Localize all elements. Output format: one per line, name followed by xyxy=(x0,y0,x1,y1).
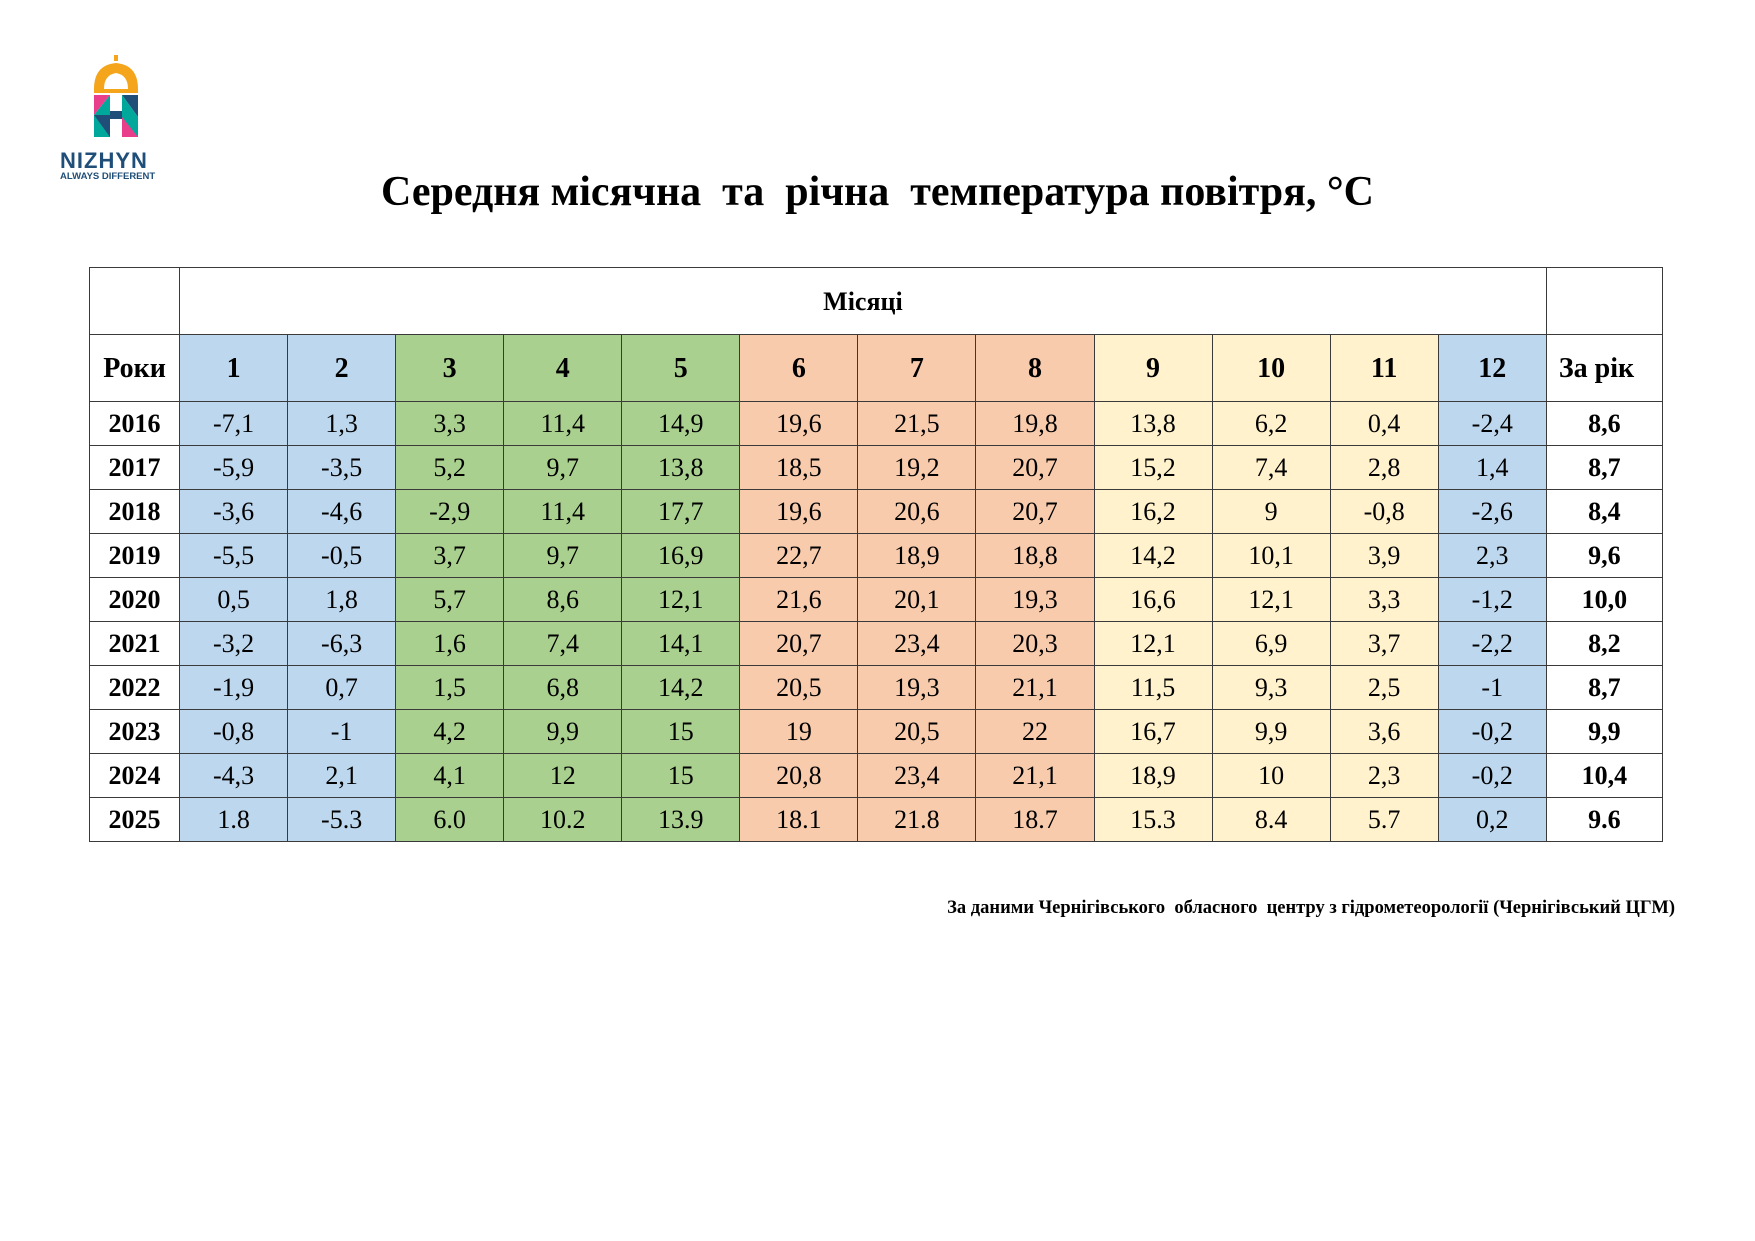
temperature-cell: 16,6 xyxy=(1094,578,1212,622)
temperature-cell: 19 xyxy=(740,710,858,754)
temperature-cell: 18,5 xyxy=(740,446,858,490)
temperature-cell: 1,6 xyxy=(396,622,504,666)
temperature-cell: -3,2 xyxy=(180,622,288,666)
temperature-cell: 22 xyxy=(976,710,1094,754)
table-header-row xyxy=(90,335,1663,402)
temperature-cell: 0,7 xyxy=(288,666,396,710)
temperature-cell: 1,8 xyxy=(288,578,396,622)
temperature-cell: 5,2 xyxy=(396,446,504,490)
nizhyn-logo-icon xyxy=(90,55,142,139)
temperature-cell: -0,8 xyxy=(180,710,288,754)
annual-total-cell: 9.6 xyxy=(1546,798,1662,842)
temperature-cell: 20,5 xyxy=(740,666,858,710)
month-header: 11 xyxy=(1330,335,1438,402)
annual-total-cell: 9,9 xyxy=(1546,710,1662,754)
temperature-cell: 7,4 xyxy=(1212,446,1330,490)
temperature-cell: 10 xyxy=(1212,754,1330,798)
table-row xyxy=(90,798,1663,842)
temperature-cell: 11,5 xyxy=(1094,666,1212,710)
temperature-cell: 6,8 xyxy=(504,666,622,710)
temperature-cell: 3,6 xyxy=(1330,710,1438,754)
temperature-cell: -1 xyxy=(288,710,396,754)
temperature-cell: 0,4 xyxy=(1330,402,1438,446)
temperature-cell: 14,9 xyxy=(622,402,740,446)
temperature-cell: -1 xyxy=(1438,666,1546,710)
temperature-cell: -7,1 xyxy=(180,402,288,446)
temperature-cell: 3,7 xyxy=(396,534,504,578)
month-header: 2 xyxy=(288,335,396,402)
temperature-cell: -0,2 xyxy=(1438,710,1546,754)
temperature-cell: 20,5 xyxy=(858,710,976,754)
page-title: Середня місячна та річна температура повітря, °С xyxy=(381,169,1374,215)
temperature-cell: 11,4 xyxy=(504,402,622,446)
temperature-cell: 18,9 xyxy=(858,534,976,578)
temperature-cell: -1,9 xyxy=(180,666,288,710)
temperature-cell: 19,8 xyxy=(976,402,1094,446)
temperature-cell: 5.7 xyxy=(1330,798,1438,842)
month-header: 10 xyxy=(1212,335,1330,402)
year-cell: 2023 xyxy=(90,710,180,754)
temperature-cell: -3,5 xyxy=(288,446,396,490)
temperature-cell: 21,5 xyxy=(858,402,976,446)
temperature-cell: 1.8 xyxy=(180,798,288,842)
temperature-cell: 3,9 xyxy=(1330,534,1438,578)
temperature-cell: 20,7 xyxy=(976,446,1094,490)
temperature-cell: 23,4 xyxy=(858,754,976,798)
temperature-cell: 21,1 xyxy=(976,666,1094,710)
temperature-cell: -2,4 xyxy=(1438,402,1546,446)
year-cell: 2024 xyxy=(90,754,180,798)
temperature-cell: 2,8 xyxy=(1330,446,1438,490)
year-cell: 2019 xyxy=(90,534,180,578)
table-row xyxy=(90,578,1663,622)
empty-total-cell xyxy=(1546,268,1662,335)
months-caption: Місяці xyxy=(180,268,1547,335)
temperature-cell: 15.3 xyxy=(1094,798,1212,842)
temperature-cell: 13,8 xyxy=(1094,402,1212,446)
temperature-cell: 15,2 xyxy=(1094,446,1212,490)
month-header: 9 xyxy=(1094,335,1212,402)
temperature-cell: -0,8 xyxy=(1330,490,1438,534)
temperature-cell: 20,8 xyxy=(740,754,858,798)
logo-tagline: ALWAYS DIFFERENT xyxy=(60,171,156,182)
temperature-cell: -5.3 xyxy=(288,798,396,842)
temperature-cell: 19,3 xyxy=(976,578,1094,622)
temperature-cell: 21,6 xyxy=(740,578,858,622)
temperature-cell: 20,7 xyxy=(976,490,1094,534)
month-header: 7 xyxy=(858,335,976,402)
temperature-cell: 4,2 xyxy=(396,710,504,754)
temperature-cell: 9,7 xyxy=(504,534,622,578)
temperature-cell: 19,3 xyxy=(858,666,976,710)
table-row xyxy=(90,490,1663,534)
temperature-cell: 12 xyxy=(504,754,622,798)
temperature-cell: 0,5 xyxy=(180,578,288,622)
temperature-cell: 23,4 xyxy=(858,622,976,666)
temperature-cell: 6,2 xyxy=(1212,402,1330,446)
month-header: 8 xyxy=(976,335,1094,402)
month-header: 4 xyxy=(504,335,622,402)
logo-wordmark: NIZHYN xyxy=(60,148,148,173)
temperature-cell: 10.2 xyxy=(504,798,622,842)
temperature-cell: 18,8 xyxy=(976,534,1094,578)
temperature-cell: 3,3 xyxy=(1330,578,1438,622)
temperature-cell: 10,1 xyxy=(1212,534,1330,578)
empty-corner-cell xyxy=(90,268,180,335)
table-header-caption-row xyxy=(90,268,1663,335)
table-row xyxy=(90,446,1663,490)
month-header: 12 xyxy=(1438,335,1546,402)
temperature-cell: 6,9 xyxy=(1212,622,1330,666)
year-cell: 2020 xyxy=(90,578,180,622)
temperature-cell: -2,6 xyxy=(1438,490,1546,534)
year-cell: 2021 xyxy=(90,622,180,666)
temperature-cell: 20,6 xyxy=(858,490,976,534)
total-header: За рік xyxy=(1546,335,1662,402)
city-logo xyxy=(60,55,180,182)
temperature-cell: 14,2 xyxy=(622,666,740,710)
table-row xyxy=(90,710,1663,754)
temperature-cell: 2,3 xyxy=(1330,754,1438,798)
annual-total-cell: 9,6 xyxy=(1546,534,1662,578)
temperature-cell: 21.8 xyxy=(858,798,976,842)
temperature-cell: 15 xyxy=(622,754,740,798)
table-row xyxy=(90,666,1663,710)
year-cell: 2022 xyxy=(90,666,180,710)
table-row xyxy=(90,534,1663,578)
temperature-cell: -4,6 xyxy=(288,490,396,534)
temperature-cell: 9,3 xyxy=(1212,666,1330,710)
temperature-cell: 8.4 xyxy=(1212,798,1330,842)
table-row xyxy=(90,754,1663,798)
year-cell: 2016 xyxy=(90,402,180,446)
annual-total-cell: 8,2 xyxy=(1546,622,1662,666)
temperature-cell: 19,2 xyxy=(858,446,976,490)
temperature-cell: 13.9 xyxy=(622,798,740,842)
temperature-table xyxy=(89,267,1663,842)
annual-total-cell: 8,6 xyxy=(1546,402,1662,446)
temperature-cell: -2,2 xyxy=(1438,622,1546,666)
temperature-cell: 13,8 xyxy=(622,446,740,490)
temperature-cell: -0,2 xyxy=(1438,754,1546,798)
year-cell: 2017 xyxy=(90,446,180,490)
source-note: За даними Чернігівського обласного центру з гідрометеорології (Чернігівський ЦГМ) xyxy=(947,898,1675,918)
temperature-cell: 12,1 xyxy=(622,578,740,622)
temperature-cell: 20,3 xyxy=(976,622,1094,666)
temperature-cell: 1,3 xyxy=(288,402,396,446)
temperature-cell: 11,4 xyxy=(504,490,622,534)
temperature-cell: 22,7 xyxy=(740,534,858,578)
temperature-cell: 0,2 xyxy=(1438,798,1546,842)
temperature-cell: 6.0 xyxy=(396,798,504,842)
temperature-cell: 2,3 xyxy=(1438,534,1546,578)
temperature-cell: 9,9 xyxy=(504,710,622,754)
temperature-cell: 1,4 xyxy=(1438,446,1546,490)
temperature-cell: -1,2 xyxy=(1438,578,1546,622)
annual-total-cell: 10,0 xyxy=(1546,578,1662,622)
temperature-cell: 16,9 xyxy=(622,534,740,578)
annual-total-cell: 8,7 xyxy=(1546,666,1662,710)
temperature-cell: 8,6 xyxy=(504,578,622,622)
temperature-cell: 19,6 xyxy=(740,402,858,446)
annual-total-cell: 10,4 xyxy=(1546,754,1662,798)
temperature-cell: 3,7 xyxy=(1330,622,1438,666)
temperature-cell: -0,5 xyxy=(288,534,396,578)
table-row xyxy=(90,402,1663,446)
temperature-cell: 9,7 xyxy=(504,446,622,490)
temperature-cell: 20,1 xyxy=(858,578,976,622)
temperature-cell: 9,9 xyxy=(1212,710,1330,754)
annual-total-cell: 8,7 xyxy=(1546,446,1662,490)
table-row xyxy=(90,622,1663,666)
temperature-cell: 12,1 xyxy=(1212,578,1330,622)
temperature-cell: 18,9 xyxy=(1094,754,1212,798)
temperature-cell: 16,2 xyxy=(1094,490,1212,534)
temperature-cell: 14,2 xyxy=(1094,534,1212,578)
month-header: 5 xyxy=(622,335,740,402)
year-cell: 2018 xyxy=(90,490,180,534)
temperature-cell: 14,1 xyxy=(622,622,740,666)
temperature-cell: 18.1 xyxy=(740,798,858,842)
month-header: 1 xyxy=(180,335,288,402)
temperature-cell: -6,3 xyxy=(288,622,396,666)
temperature-cell: 12,1 xyxy=(1094,622,1212,666)
temperature-cell: 15 xyxy=(622,710,740,754)
temperature-cell: -3,6 xyxy=(180,490,288,534)
years-header: Роки xyxy=(90,335,180,402)
temperature-cell: 20,7 xyxy=(740,622,858,666)
month-header: 3 xyxy=(396,335,504,402)
temperature-cell: -4,3 xyxy=(180,754,288,798)
month-header: 6 xyxy=(740,335,858,402)
year-cell: 2025 xyxy=(90,798,180,842)
annual-total-cell: 8,4 xyxy=(1546,490,1662,534)
temperature-cell: 2,1 xyxy=(288,754,396,798)
temperature-cell: 17,7 xyxy=(622,490,740,534)
temperature-cell: 19,6 xyxy=(740,490,858,534)
temperature-cell: 1,5 xyxy=(396,666,504,710)
temperature-cell: -5,9 xyxy=(180,446,288,490)
temperature-cell: 5,7 xyxy=(396,578,504,622)
temperature-cell: 2,5 xyxy=(1330,666,1438,710)
temperature-cell: 18.7 xyxy=(976,798,1094,842)
temperature-cell: -2,9 xyxy=(396,490,504,534)
temperature-cell: 9 xyxy=(1212,490,1330,534)
temperature-cell: 3,3 xyxy=(396,402,504,446)
temperature-cell: 7,4 xyxy=(504,622,622,666)
temperature-cell: 21,1 xyxy=(976,754,1094,798)
temperature-cell: -5,5 xyxy=(180,534,288,578)
temperature-cell: 4,1 xyxy=(396,754,504,798)
temperature-cell: 16,7 xyxy=(1094,710,1212,754)
